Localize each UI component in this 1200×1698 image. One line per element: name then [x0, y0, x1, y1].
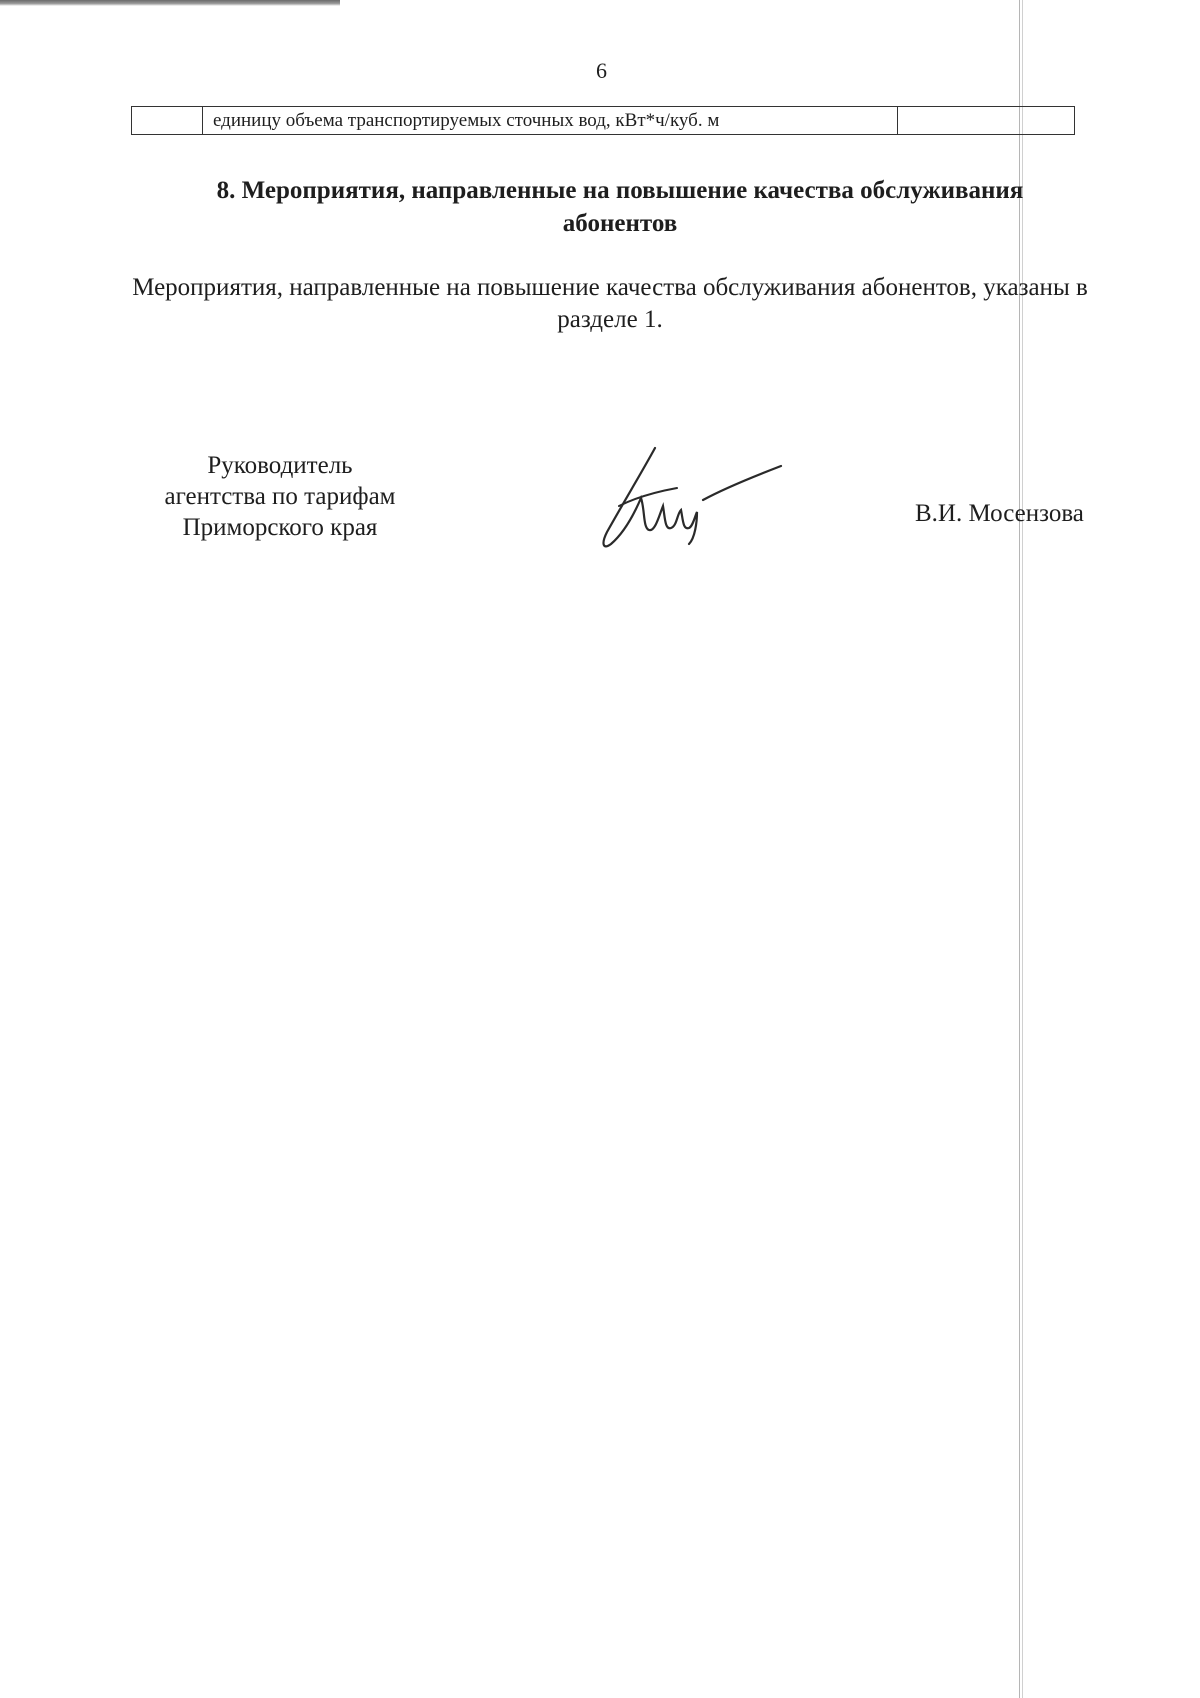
handwritten-signature — [585, 440, 785, 560]
table-cell-indicator: единицу объема транспортируемых сточных вод, кВт*ч/куб. м — [203, 107, 898, 135]
table-cell-value — [898, 107, 1075, 135]
table-fragment — [131, 106, 1075, 135]
scan-fold-line — [1022, 0, 1023, 1698]
position-line: агентства по тарифам — [164, 483, 396, 510]
signer-name: В.И. Мосензова — [915, 500, 1084, 527]
table-row — [132, 107, 1075, 135]
page-number: 6 — [596, 58, 607, 83]
scan-edge-shadow — [0, 0, 340, 6]
position-line: Руководитель — [207, 452, 353, 479]
scan-fold-line — [1019, 0, 1020, 1698]
position-line: Приморского края — [182, 514, 378, 541]
table-cell-index — [132, 107, 203, 135]
signatory-position — [120, 450, 440, 543]
section-heading: 8. Мероприятия, направленные на повышение качества обслуживания абонентов — [216, 177, 1024, 237]
section-body: Мероприятия, направленные на повышение качества обслуживания абонентов, указаны в разделе 1. — [132, 274, 1088, 333]
